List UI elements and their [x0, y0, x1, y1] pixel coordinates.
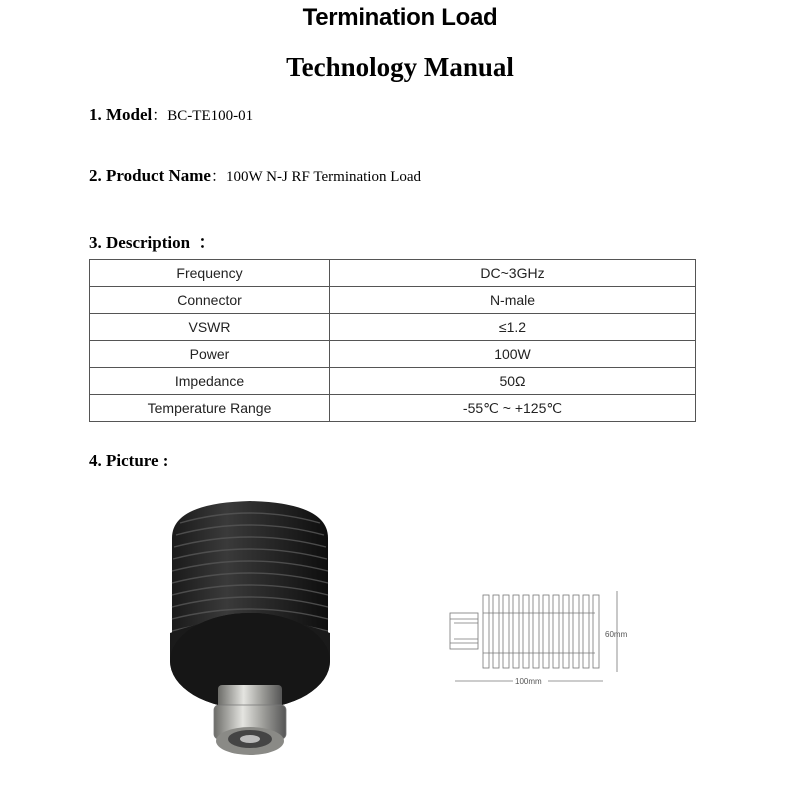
spec-value: N-male [330, 287, 696, 314]
table-row [90, 395, 696, 422]
table-row [90, 260, 696, 287]
description-sep: ： [190, 233, 216, 252]
model-value: BC-TE100-01 [167, 108, 254, 124]
dimension-drawing [445, 575, 640, 685]
product-name-value: 100W N-J RF Termination Load [226, 169, 422, 185]
spec-table [89, 259, 696, 422]
spec-key: Temperature Range [90, 395, 330, 422]
spec-key: Frequency [90, 260, 330, 287]
spec-value: 50Ω [330, 368, 696, 395]
spec-key: Impedance [90, 368, 330, 395]
model-label: 1. Model [89, 105, 153, 124]
spec-value: ≤1.2 [330, 314, 696, 341]
product-name-line [89, 165, 421, 186]
table-row [90, 314, 696, 341]
spec-key: Power [90, 341, 330, 368]
spec-value: 100W [330, 341, 696, 368]
table-row [90, 341, 696, 368]
product-photo [160, 493, 340, 763]
spec-key: VSWR [90, 314, 330, 341]
width-dimension-label: 100mm [515, 677, 542, 685]
spec-key: Connector [90, 287, 330, 314]
table-row [90, 287, 696, 314]
spec-value: -55℃ ~ +125℃ [330, 395, 696, 422]
product-name-sep: ： [210, 169, 226, 185]
description-heading [89, 228, 216, 253]
picture-label: 4. Picture : [89, 451, 169, 470]
height-dimension-label: 60mm [605, 630, 628, 639]
spec-value: DC~3GHz [330, 260, 696, 287]
model-line [89, 104, 253, 125]
table-row [90, 368, 696, 395]
document-subtitle: Technology Manual [286, 52, 514, 82]
description-label: 3. Description [89, 233, 191, 252]
picture-heading [89, 451, 168, 471]
model-sep: ： [152, 108, 168, 124]
product-name-label: 2. Product Name [89, 166, 211, 185]
document-title: Termination Load [302, 4, 498, 31]
